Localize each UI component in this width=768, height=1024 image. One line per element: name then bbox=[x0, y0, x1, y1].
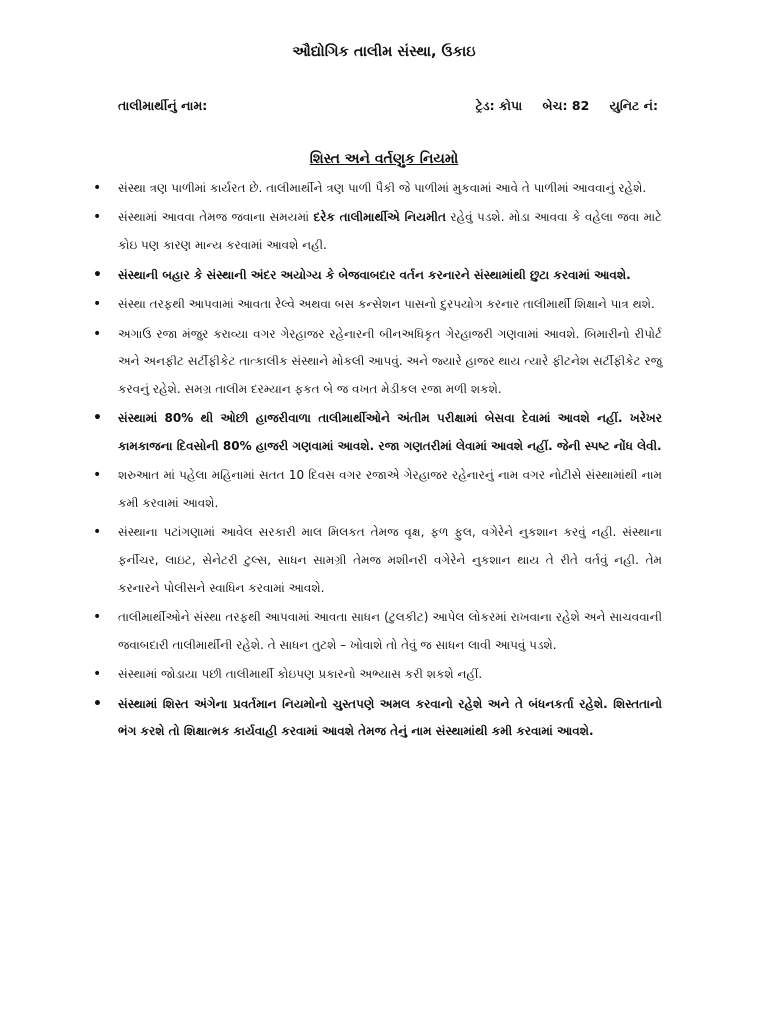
rule-item-3 bbox=[93, 262, 662, 290]
rule-item-1 bbox=[93, 175, 662, 203]
bullet-icon: • bbox=[93, 467, 102, 484]
rule-text: સંસ્થા તરફથી આપવામાં આવતા રેલ્વે અથવા બસ કન્સેશન પાસનો દુરપયોગ કરનાર તાલીમાર્થી શિક્ષાને પાત્ર થશે. bbox=[118, 297, 655, 312]
rule-text: સંસ્થા ત્રણ પાળીમાં કાર્યરત છે. તાલીમાર્થીને ત્રણ પાળી પૈકી જે પાળીમાં મુકવામાં આવે તે પાળીમાં આવવાનું રહેશે. bbox=[118, 181, 647, 195]
rule-text: સંસ્થાની બહાર કે સંસ્થાની અંદર અયોગ્ય કે બેજવાબદાર વર્તન કરનારને સંસ્થામાંથી છુટા કરવામાં આવશે. bbox=[118, 267, 631, 282]
rule-text: સંસ્થાના પટાંગણામાં આવેલ સરકારી માલ મિલકત તેમજ વૃક્ષ, ફળ ફુલ, વગેરેને નુકશાન કરવું નહી. સંસ્થાના ફર્નીચર, લાઇટ, સેનેટરી ટુલ્સ, સાધન સામગ્રી તેમજ મશીનરી વગેરેને નુકશાન થાય તે રીતે વર્તવું નહી. તેમ કરનારને પોલીસને સ્વાધિન કરવામાં આવશે. bbox=[118, 525, 662, 595]
rules-list bbox=[93, 175, 663, 748]
section-heading: શિસ્ત અને વર્તણુક નિયમો bbox=[309, 151, 459, 167]
rule-item-2 bbox=[93, 204, 663, 259]
bullet-icon: • bbox=[93, 666, 102, 683]
trainee-name-label: તાલીમાર્થીનું નામ: bbox=[118, 98, 208, 113]
rule-text: સંસ્થામાં શિસ્ત અંગેના પ્રવર્તમાન નિયમોનો ચુસ્તપણે અમલ કરવાનો રહેશે અને તે બંધનકર્તા રહેશે. શિસ્તતાનો ભંગ કરશે તો શિક્ષાત્મક કાર્યવાહી કરવામાં આવશે તેમજ તેનું નામ સંસ્થામાંથી કમી કરવામાં આવશે. bbox=[118, 696, 662, 739]
rule-text: તાલીમાર્થીઓને સંસ્થા તરફથી આપવામાં આવતા સાધન (ટુલકીટ) આપેલ લોકરમાં રાખવાના રહેશે અને સાચવવાની જવાબદારી તાલીમાર્થીની રહેશે. તે સાધન તુટશે – ખોવાશે તો તેવું જ સાધન લાવી આપવું પડશે. bbox=[118, 610, 662, 652]
bullet-icon: • bbox=[93, 325, 102, 342]
rule-item-4 bbox=[93, 291, 662, 319]
rule-text-part: સંસ્થામાં આવવા તેમજ જવાના સમયમાં bbox=[118, 210, 314, 225]
trade-label: ટ્રેડ: કોપા bbox=[475, 98, 523, 113]
rule-text: સંસ્થામાં જોડાયા પછી તાલીમાર્થી કોઇપણ પ્રકારનો અભ્યાસ કરી શકશે નહીં. bbox=[118, 667, 483, 682]
bullet-icon: • bbox=[93, 266, 102, 283]
bullet-icon: • bbox=[93, 296, 102, 313]
rule-item-8 bbox=[93, 519, 662, 602]
batch-label: બેચ: 82 bbox=[542, 98, 590, 113]
rule-item-10 bbox=[93, 661, 662, 689]
rule-text: શરુઆત માં પહેલા મહિનામાં સતત 10 દિવસ વગર રજાએ ગેરહાજર રહેનારનું નામ વગર નોટીસે સંસ્થામાંથી નામ કમી કરવામાં આવશે. bbox=[118, 468, 662, 510]
rule-text-emphasis: દરેક તાલીમાર્થીએ નિયમીત bbox=[313, 210, 446, 225]
bullet-icon: • bbox=[93, 180, 102, 196]
unit-label: યુનિટ નં: bbox=[609, 98, 658, 113]
rule-text: અગાઉ રજા મંજુર કરાવ્યા વગર ગેરહાજર રહેનારની બીનઅધિકૃત ગેરહાજરી ગણવામાં આવશે. બિમારીનો રીપોર્ટ અને અનફીટ સર્ટીફીકેટ તાત્કાલીક સંસ્થાને મોકલી આપવું. અને જ્યારે હાજર થાય ત્યારે ફીટનેશ સર્ટીફીકેટ રજુ કરવનું રહેશે. સમગ્ર તાલીમ દરમ્યાન ફકત બે જ વખત મેડીકલ રજા મળી શકશે. bbox=[118, 326, 662, 396]
trade-info bbox=[476, 98, 658, 114]
rule-item-7 bbox=[93, 462, 662, 517]
bullet-icon: • bbox=[93, 209, 102, 226]
rule-item-5 bbox=[93, 321, 662, 404]
rule-item-11 bbox=[93, 691, 662, 746]
rule-text: સંસ્થામાં 80% થી ઓછી હાજરીવાળા તાલીમાર્થીઓને અંતીમ પરીક્ષામાં બેસવા દેવામાં આવશે નહીં. ખરેખર કામકાજના દિવસોની 80% હાજરી ગણવામાં આવશે. રજા ગણતરીમાં લેવામાં આવશે નહીં. જેની સ્પષ્ટ નોંધ લેવી. bbox=[118, 411, 662, 453]
document-title: ઔદ્યોગિક તાલીમ સંસ્થા, ઉકાઇ bbox=[292, 44, 476, 60]
bullet-icon: • bbox=[93, 410, 102, 427]
rule-item-6 bbox=[93, 405, 662, 460]
bullet-icon: • bbox=[93, 524, 102, 541]
bullet-icon: • bbox=[93, 609, 102, 626]
rule-item-9 bbox=[93, 604, 662, 659]
rule-text-part: રહેવું પડશે. મોડા આવવા કે વહેલા જવા માટે કોઇ પણ કારણ માન્ય કરવામાં આવશે નહી. bbox=[118, 210, 663, 253]
bullet-icon: • bbox=[93, 695, 102, 712]
